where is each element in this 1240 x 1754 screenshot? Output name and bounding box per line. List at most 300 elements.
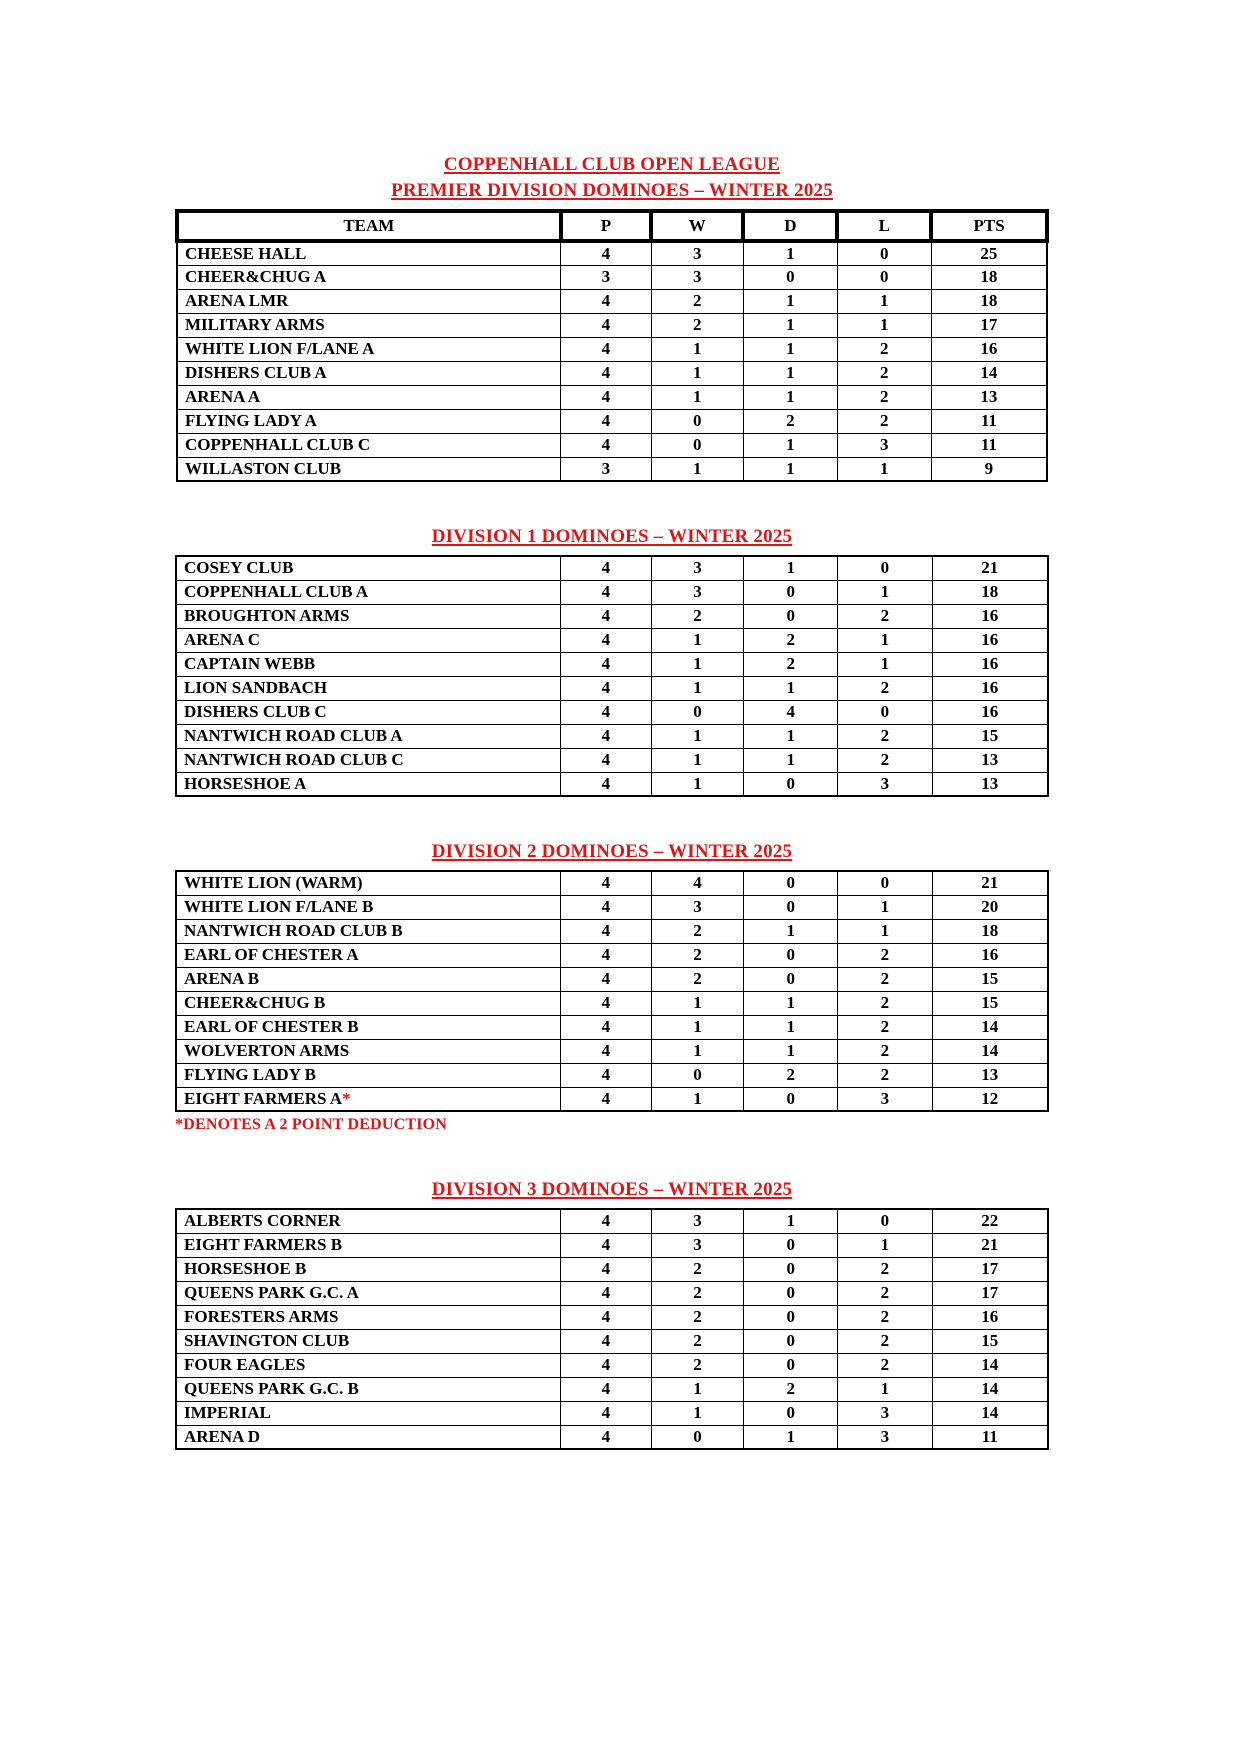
stat-cell: 4 [561,1015,652,1039]
team-name-cell: ARENA A [177,385,561,409]
stat-cell: 0 [838,871,932,895]
stat-cell: 4 [561,1063,652,1087]
team-name-cell: EIGHT FARMERS B [176,1233,561,1257]
stat-cell: 1 [743,433,837,457]
stat-cell: 1 [838,628,932,652]
stat-cell: 4 [561,556,652,580]
column-header-drawn: D [743,211,837,241]
stat-cell: 18 [931,265,1047,289]
stat-cell: 4 [561,700,652,724]
stat-cell: 1 [838,1233,932,1257]
stat-cell: 2 [744,1377,838,1401]
stat-cell: 0 [744,580,838,604]
stat-cell: 4 [561,1209,652,1233]
stat-cell: 4 [561,772,652,796]
team-name-cell: ALBERTS CORNER [176,1209,561,1233]
stat-cell: 2 [838,991,932,1015]
stat-cell: 2 [744,652,838,676]
stat-cell: 1 [651,385,743,409]
stat-cell: 2 [744,628,838,652]
team-name-cell: HORSESHOE B [176,1257,561,1281]
team-name-cell: COPPENHALL CLUB A [176,580,561,604]
section-premier-division [175,178,1049,482]
stat-cell: 1 [743,313,837,337]
stat-cell: 18 [932,919,1048,943]
stat-cell: 1 [651,748,743,772]
table-row [176,772,1048,796]
stat-cell: 2 [838,1329,932,1353]
stat-cell: 13 [931,385,1047,409]
stat-cell: 4 [561,1425,652,1449]
team-name-cell: FORESTERS ARMS [176,1305,561,1329]
stat-cell: 15 [932,1329,1048,1353]
team-name-cell: FLYING LADY B [176,1063,561,1087]
team-name-cell: QUEENS PARK G.C. B [176,1377,561,1401]
team-name-cell: BROUGHTON ARMS [176,604,561,628]
table-row [177,289,1047,313]
stat-cell: 4 [561,1401,652,1425]
team-name-cell: COSEY CLUB [176,556,561,580]
table-row [176,1209,1048,1233]
stat-cell: 2 [743,409,837,433]
stat-cell: 1 [838,580,932,604]
team-name-cell: CHEESE HALL [177,241,561,265]
team-name-cell: CHEER&CHUG B [176,991,561,1015]
stat-cell: 4 [561,991,652,1015]
stat-cell: 2 [838,1257,932,1281]
stat-cell: 1 [838,1377,932,1401]
table-row [176,1305,1048,1329]
table-row [177,241,1047,265]
stat-cell: 14 [932,1039,1048,1063]
stat-cell: 1 [837,457,931,481]
team-name-cell: SHAVINGTON CLUB [176,1329,561,1353]
stat-cell: 4 [561,433,651,457]
stat-cell: 3 [838,772,932,796]
team-name-cell: NANTWICH ROAD CLUB A [176,724,561,748]
table-row [176,1329,1048,1353]
table-row [177,409,1047,433]
stat-cell: 3 [651,580,743,604]
division-1-heading: DIVISION 1 DOMINOES – WINTER 2025 [431,526,793,547]
stat-cell: 17 [931,313,1047,337]
league-table-division-3 [175,1208,1049,1450]
stat-cell: 3 [651,895,743,919]
column-header-won: W [651,211,743,241]
stat-cell: 1 [837,289,931,313]
stat-cell: 0 [744,1281,838,1305]
stat-cell: 4 [744,700,838,724]
division-2-heading: DIVISION 2 DOMINOES – WINTER 2025 [431,841,793,862]
stat-cell: 12 [932,1087,1048,1111]
stat-cell: 4 [561,1233,652,1257]
stat-cell: 2 [838,1039,932,1063]
stat-cell: 0 [744,772,838,796]
stat-cell: 3 [838,1425,932,1449]
stat-cell: 3 [651,1233,743,1257]
stat-cell: 1 [744,556,838,580]
stat-cell: 4 [561,337,651,361]
table-row [177,433,1047,457]
points-deduction-footnote: *DENOTES A 2 POINT DEDUCTION [175,1116,448,1133]
stat-cell: 1 [651,361,743,385]
stat-cell: 4 [561,1281,652,1305]
stat-cell: 3 [651,265,743,289]
stat-cell: 1 [744,919,838,943]
stat-cell: 4 [651,871,743,895]
table-row [176,1233,1048,1257]
stat-cell: 15 [932,991,1048,1015]
stat-cell: 18 [932,580,1048,604]
stat-cell: 17 [932,1257,1048,1281]
table-row [176,967,1048,991]
stat-cell: 1 [744,1209,838,1233]
stat-cell: 4 [561,361,651,385]
stat-cell: 2 [838,1353,932,1377]
stat-cell: 1 [651,991,743,1015]
stat-cell: 1 [743,385,837,409]
table-row [176,676,1048,700]
team-name-cell: NANTWICH ROAD CLUB C [176,748,561,772]
table-row [176,943,1048,967]
stat-cell: 2 [837,385,931,409]
stat-cell: 2 [651,1257,743,1281]
stat-cell: 0 [744,895,838,919]
stat-cell: 2 [837,409,931,433]
stat-cell: 3 [837,433,931,457]
stat-cell: 0 [651,409,743,433]
team-name-cell: WILLASTON CLUB [177,457,561,481]
table-row [176,895,1048,919]
stat-cell: 4 [561,604,652,628]
table-row [176,1425,1048,1449]
team-name-cell: WOLVERTON ARMS [176,1039,561,1063]
team-name-cell: CAPTAIN WEBB [176,652,561,676]
stat-cell: 0 [744,1257,838,1281]
team-name-cell: EIGHT FARMERS A* [176,1087,561,1111]
stat-cell: 14 [931,361,1047,385]
stat-cell: 4 [561,1087,652,1111]
stat-cell: 1 [838,919,932,943]
table-row [177,337,1047,361]
stat-cell: 18 [931,289,1047,313]
team-name-cell: ARENA C [176,628,561,652]
stat-cell: 1 [651,676,743,700]
stat-cell: 1 [651,628,743,652]
stat-cell: 1 [743,241,837,265]
stat-cell: 2 [651,604,743,628]
stat-cell: 2 [837,337,931,361]
table-row [176,919,1048,943]
stat-cell: 1 [744,1015,838,1039]
table-header-row [177,211,1047,241]
stat-cell: 2 [651,1281,743,1305]
stat-cell: 0 [744,1353,838,1377]
stat-cell: 14 [932,1015,1048,1039]
stat-cell: 14 [932,1401,1048,1425]
stat-cell: 16 [932,628,1048,652]
team-name-cell: DISHERS CLUB A [177,361,561,385]
table-row [177,265,1047,289]
team-name-cell: EARL OF CHESTER A [176,943,561,967]
table-row [176,1281,1048,1305]
stat-cell: 1 [744,991,838,1015]
stat-cell: 16 [932,700,1048,724]
table-row [176,580,1048,604]
stat-cell: 21 [932,556,1048,580]
table-row [176,1377,1048,1401]
stat-cell: 3 [561,457,651,481]
table-row [176,556,1048,580]
section-division-2 [175,839,1049,1135]
stat-cell: 2 [744,1063,838,1087]
table-row [177,361,1047,385]
table-row [176,1353,1048,1377]
team-name-cell: WHITE LION F/LANE A [177,337,561,361]
team-name-cell: EARL OF CHESTER B [176,1015,561,1039]
deduction-asterisk: * [342,1088,351,1108]
stat-cell: 3 [651,556,743,580]
premier-division-heading: PREMIER DIVISION DOMINOES – WINTER 2025 [391,180,833,201]
stat-cell: 4 [561,1377,652,1401]
stat-cell: 0 [837,241,931,265]
stat-cell: 16 [931,337,1047,361]
league-table-premier-division [175,209,1049,482]
stat-cell: 4 [561,1329,652,1353]
stat-cell: 0 [744,871,838,895]
stat-cell: 4 [561,748,652,772]
stat-cell: 2 [838,604,932,628]
stat-cell: 4 [561,241,651,265]
stat-cell: 0 [838,700,932,724]
team-name-cell: DISHERS CLUB C [176,700,561,724]
table-row [176,1257,1048,1281]
stat-cell: 2 [651,1305,743,1329]
stat-cell: 4 [561,724,652,748]
league-table-division-1 [175,555,1049,797]
stat-cell: 11 [931,409,1047,433]
stat-cell: 1 [837,313,931,337]
stat-cell: 4 [561,1039,652,1063]
stat-cell: 3 [838,1401,932,1425]
stat-cell: 3 [651,1209,743,1233]
stat-cell: 2 [838,724,932,748]
table-row [176,871,1048,895]
stat-cell: 1 [651,724,743,748]
table-row [176,700,1048,724]
stat-cell: 2 [838,676,932,700]
stat-cell: 0 [744,1329,838,1353]
stat-cell: 4 [561,580,652,604]
stat-cell: 1 [651,1401,743,1425]
stat-cell: 4 [561,871,652,895]
stat-cell: 2 [838,1015,932,1039]
stat-cell: 17 [932,1281,1048,1305]
stat-cell: 1 [651,1377,743,1401]
league-table-division-2 [175,870,1049,1112]
stat-cell: 16 [932,604,1048,628]
stat-cell: 1 [744,676,838,700]
stat-cell: 1 [743,457,837,481]
stat-cell: 1 [651,772,743,796]
stat-cell: 1 [744,1425,838,1449]
stat-cell: 1 [838,895,932,919]
stat-cell: 16 [932,943,1048,967]
stat-cell: 1 [651,1015,743,1039]
stat-cell: 4 [561,652,652,676]
team-name-cell: IMPERIAL [176,1401,561,1425]
stat-cell: 0 [744,943,838,967]
team-name-cell: LION SANDBACH [176,676,561,700]
stat-cell: 0 [838,556,932,580]
table-row [176,724,1048,748]
stat-cell: 1 [744,724,838,748]
stat-cell: 0 [744,1087,838,1111]
stat-cell: 13 [932,748,1048,772]
team-name-cell: CHEER&CHUG A [177,265,561,289]
stat-cell: 11 [932,1425,1048,1449]
stat-cell: 4 [561,385,651,409]
stat-cell: 4 [561,895,652,919]
stat-cell: 0 [744,604,838,628]
team-name-cell: FOUR EAGLES [176,1353,561,1377]
stat-cell: 2 [651,313,743,337]
stat-cell: 0 [744,1305,838,1329]
table-row [176,604,1048,628]
team-name-cell: WHITE LION F/LANE B [176,895,561,919]
stat-cell: 0 [838,1209,932,1233]
team-name-cell: COPPENHALL CLUB C [177,433,561,457]
division-3-heading: DIVISION 3 DOMINOES – WINTER 2025 [431,1179,793,1200]
stat-cell: 4 [561,943,652,967]
stat-cell: 2 [651,1353,743,1377]
stat-cell: 0 [743,265,837,289]
stat-cell: 4 [561,676,652,700]
stat-cell: 1 [651,652,743,676]
stat-cell: 0 [651,700,743,724]
stat-cell: 4 [561,1353,652,1377]
table-row [177,313,1047,337]
stat-cell: 4 [561,1305,652,1329]
team-name-cell: MILITARY ARMS [177,313,561,337]
stat-cell: 22 [932,1209,1048,1233]
stat-cell: 16 [932,1305,1048,1329]
stat-cell: 21 [932,871,1048,895]
table-row [176,1063,1048,1087]
table-row [176,748,1048,772]
stat-cell: 0 [651,433,743,457]
stat-cell: 14 [932,1353,1048,1377]
stat-cell: 0 [744,1401,838,1425]
stat-cell: 2 [838,943,932,967]
league-title: COPPENHALL CLUB OPEN LEAGUE [443,154,781,175]
stat-cell: 16 [932,652,1048,676]
stat-cell: 1 [744,748,838,772]
team-name-cell: NANTWICH ROAD CLUB B [176,919,561,943]
team-name-cell: ARENA D [176,1425,561,1449]
section-division-1 [175,524,1049,797]
document-content [175,0,1049,1450]
table-row [176,628,1048,652]
table-row [177,457,1047,481]
stat-cell: 13 [932,1063,1048,1087]
stat-cell: 2 [651,967,743,991]
stat-cell: 1 [651,457,743,481]
table-row [176,1015,1048,1039]
table-row [176,652,1048,676]
stat-cell: 2 [838,1281,932,1305]
stat-cell: 0 [744,967,838,991]
stat-cell: 3 [651,241,743,265]
stat-cell: 4 [561,967,652,991]
column-header-team: TEAM [177,211,561,241]
stat-cell: 2 [651,1329,743,1353]
team-name-cell: QUEENS PARK G.C. A [176,1281,561,1305]
stat-cell: 2 [651,919,743,943]
stat-cell: 9 [931,457,1047,481]
stat-cell: 13 [932,772,1048,796]
stat-cell: 1 [743,361,837,385]
stat-cell: 21 [932,1233,1048,1257]
stat-cell: 1 [651,337,743,361]
stat-cell: 1 [838,652,932,676]
stat-cell: 4 [561,289,651,313]
stat-cell: 11 [931,433,1047,457]
table-row [176,1087,1048,1111]
stat-cell: 0 [651,1425,743,1449]
table-row [177,385,1047,409]
column-header-points: PTS [931,211,1047,241]
stat-cell: 0 [837,265,931,289]
stat-cell: 1 [651,1087,743,1111]
section-division-3 [175,1177,1049,1450]
table-row [176,1401,1048,1425]
stat-cell: 2 [838,748,932,772]
stat-cell: 1 [743,337,837,361]
stat-cell: 0 [651,1063,743,1087]
stat-cell: 4 [561,313,651,337]
stat-cell: 2 [837,361,931,385]
stat-cell: 2 [838,1305,932,1329]
stat-cell: 3 [561,265,651,289]
stat-cell: 15 [932,724,1048,748]
team-name-cell: ARENA LMR [177,289,561,313]
table-row [176,991,1048,1015]
stat-cell: 1 [651,1039,743,1063]
column-header-lost: L [837,211,931,241]
team-name-cell: ARENA B [176,967,561,991]
stat-cell: 4 [561,409,651,433]
table-row [176,1039,1048,1063]
stat-cell: 16 [932,676,1048,700]
stat-cell: 1 [744,1039,838,1063]
stat-cell: 2 [651,943,743,967]
stat-cell: 2 [838,967,932,991]
team-name-cell: WHITE LION (WARM) [176,871,561,895]
stat-cell: 4 [561,919,652,943]
stat-cell: 15 [932,967,1048,991]
stat-cell: 4 [561,628,652,652]
stat-cell: 25 [931,241,1047,265]
stat-cell: 3 [838,1087,932,1111]
team-name-cell: FLYING LADY A [177,409,561,433]
stat-cell: 2 [838,1063,932,1087]
stat-cell: 20 [932,895,1048,919]
column-header-played: P [561,211,651,241]
team-name-cell: HORSESHOE A [176,772,561,796]
stat-cell: 14 [932,1377,1048,1401]
stat-cell: 1 [743,289,837,313]
